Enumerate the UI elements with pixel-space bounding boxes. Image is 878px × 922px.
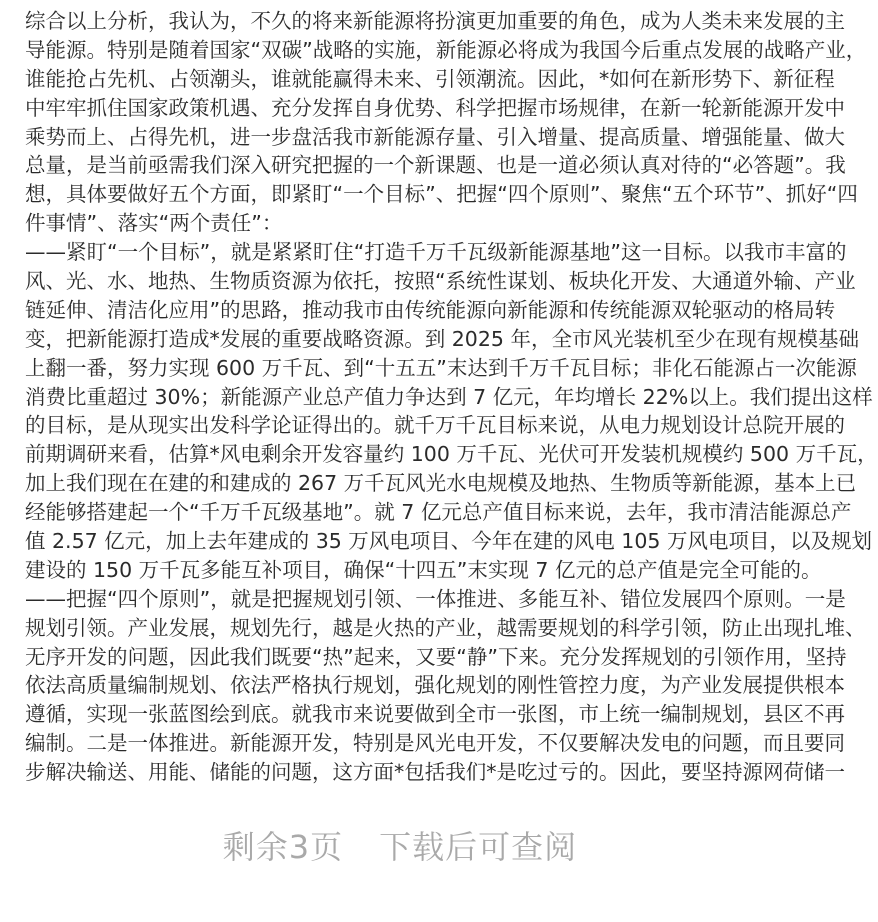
text-line: 规划引领。产业发展，规划先行，越是火热的产业，越需要规划的科学引领，防止出现扎堆、 [25,615,866,640]
text-line: 件事情”、落实“两个责任”： [25,211,283,236]
text-line: 编制。二是一体推进。新能源开发，特别是风光电开发，不仅要解决发电的问题，而且要同 [25,731,845,756]
text-line: 想，具体要做好五个方面，即紧盯“一个目标”、把握“四个原则”、聚焦“五个环节”、抓好“四 [25,182,858,207]
paragraph-four-principles [25,585,866,787]
text-line: 前期调研来看，估算*风电剩余开发容量约 100 万千瓦、光伏可开发装机规模约 500 万千瓦， [25,442,878,467]
text-line: 乘势而上、占得先机，进一步盘活我市新能源存量、引入增量、提高质量、增强能量、做大 [25,124,845,149]
text-line: 加上我们现在在建的和建成的 267 万千瓦风光水电规模及地热、生物质等新能源，基本上已 [25,471,857,496]
paragraph-summary [25,7,867,238]
text-line: 的目标，是从现实出发科学论证得出的。就千万千瓦目标来说，从电力规划设计总院开展的 [25,413,845,438]
text-line: ——紧盯“一个目标”，就是紧紧盯住“打造千万千瓦级新能源基地”这一目标。以我市丰富的 [25,240,847,265]
text-line: 无序开发的问题，因此我们既要“热”起来，又要“静”下来。充分发挥规划的引领作用，坚持 [25,644,847,669]
text-line: 消费比重超过 30%；新能源产业总产值力争达到 7 亿元，年均增长 22%以上。我们提出这样 [25,384,873,409]
text-line: 中牢牢抓住国家政策机遇、充分发挥自身优势、科学把握市场规律，在新一轮新能源开发中 [25,95,845,120]
text-line: 风、光、水、地热、生物质资源为依托，按照“系统性谋划、板块化开发、大通道外输、产业 [25,269,856,294]
remaining-pages-label: 剩余3页 [222,828,344,866]
text-line: 总量，是当前亟需我们深入研究把握的一个新课题、也是一道必须认真对待的“必答题”。我 [25,153,846,178]
text-line: 谁能抢占先机、占领潮头，谁就能赢得未来、引领潮流。因此，*如何在新形势下、新征程 [25,66,835,91]
paragraph-one-goal [25,238,878,585]
document-body [25,7,878,787]
text-line: 建设的 150 万千瓦多能互补项目，确保“十四五”末实现 7 亿元的总产值是完全可能的。 [25,557,822,582]
text-line: 上翻一番，努力实现 600 万千瓦、到“十五五”末达到千万千瓦目标；非化石能源占一次能源 [25,355,857,380]
text-line: ——把握“四个原则”，就是把握规划引领、一体推进、多能互补、错位发展四个原则。一是 [25,586,846,611]
text-line: 值 2.57 亿元，加上去年建成的 35 万风电项目、今年在建的风电 105 万风电项目，以及规划 [25,529,872,554]
text-line: 步解决输送、用能、储能的问题，这方面*包括我们*是吃过亏的。因此，要坚持源网荷储一 [25,760,845,785]
text-line: 变，把新能源打造成*发展的重要战略资源。到 2025 年，全市风光装机至少在现有规模基础 [25,326,859,351]
text-line: 依法高质量编制规划、依法严格执行规划，强化规划的刚性管控力度，为产业发展提供根本 [25,673,845,698]
text-line: 遵循，实现一张蓝图绘到底。就我市来说要做到全市一张图，市上统一编制规划，县区不再 [25,702,845,727]
text-line: 导能源。特别是随着国家“双碳”战略的实施，新能源必将成为我国今后重点发展的战略产业， [25,37,867,62]
download-prompt[interactable] [0,822,800,868]
download-hint-label[interactable]: 下载后可查阅 [379,828,578,866]
text-line: 综合以上分析，我认为，不久的将来新能源将扮演更加重要的角色，成为人类未来发展的主 [25,9,845,33]
text-line: 经能够搭建起一个“千万千瓦级基地”。就 7 亿元总产值目标来说，去年，我市清洁能源总产 [25,500,852,525]
text-line: 链延伸、清洁化应用”的思路，推动我市由传统能源向新能源和传统能源双轮驱动的格局转 [25,297,836,322]
